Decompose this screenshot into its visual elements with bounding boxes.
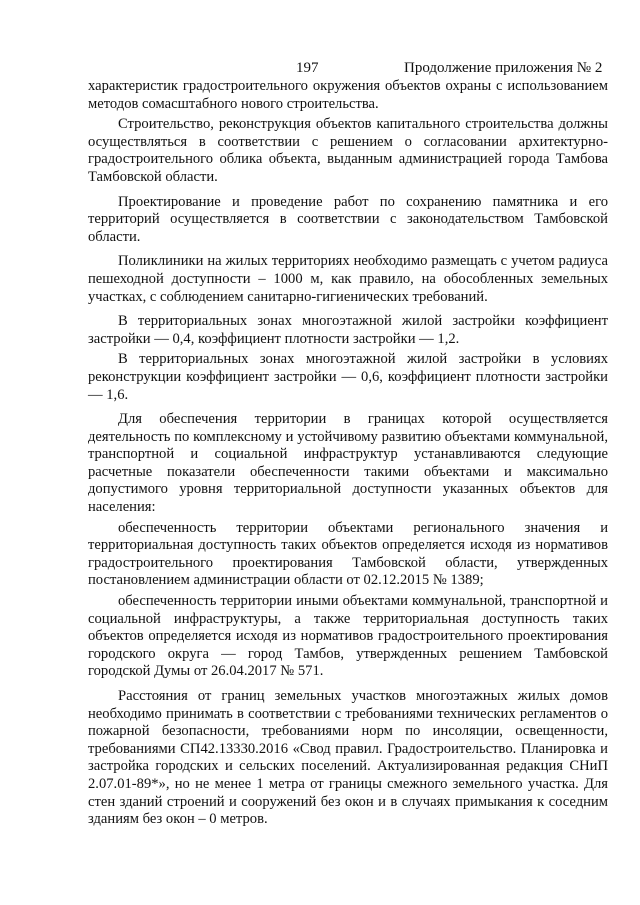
paragraph: Строительство, реконструкция объектов капитального строительства должны осуществляться в соответствии с решением о согласовании архитектурно-градостроительного облика объекта, выданным администрацией города Тамбова Тамбовской области. — [88, 116, 608, 185]
document-body — [88, 78, 608, 836]
appendix-continuation-label: Продолжение приложения № 2 — [404, 60, 603, 76]
paragraph: Для обеспечения территории в границах которой осуществляется деятельность по комплексному и устойчивому развитию объектами коммунальной, транспортной и социальной инфраструктур устанавливаются следующие расчетные показатели обеспеченности такими объектами и максимально допустимого уровня территориальной доступности указанных объектов для населения: — [88, 411, 608, 516]
paragraph: В территориальных зонах многоэтажной жилой застройки коэффициент застройки — 0,4, коэффициент плотности застройки — 1,2. — [88, 313, 608, 347]
page-number: 197 — [296, 60, 319, 76]
paragraph: характеристик градостроительного окружения объектов охраны с использованием методов сомасштабного нового строительства. — [88, 78, 608, 112]
paragraph: Проектирование и проведение работ по сохранению памятника и его территорий осуществляется в соответствии с законодательством Тамбовской области. — [88, 193, 608, 245]
page-header — [0, 60, 640, 80]
paragraph: В территориальных зонах многоэтажной жилой застройки в условиях реконструкции коэффициент застройки — 0,6, коэффициент плотности застройки — 1,6. — [88, 351, 608, 403]
paragraph: Поликлиники на жилых территориях необходимо размещать с учетом радиуса пешеходной доступности – 1000 м, как правило, на обособленных земельных участках, с соблюдением санитарно-гигиенических требований. — [88, 253, 608, 305]
list-item: обеспеченность территории иными объектами коммунальной, транспортной и социальной инфраструктуры, а также территориальная доступность таких объектов определяется исходя из нормативов градостроительного проектирования городского округа — город Тамбов, утвержденных решением Тамбовской городской Думы от 26.04.2017 № 571. — [88, 593, 608, 680]
list-item: обеспеченность территории объектами регионального значения и территориальная доступность таких объектов определяется исходя из нормативов градостроительного проектирования Тамбовской области, утвержденных постановлением администрации области от 02.12.2015 № 1389; — [88, 519, 608, 589]
paragraph: Расстояния от границ земельных участков многоэтажных жилых домов необходимо принимать в соответствии с требованиями технических регламентов о пожарной безопасности, требованиями норм по инсоляции, освещенности, требованиями СП42.13330.2016 «Свод правил. Градостроительство. Планировка и застройка городских и сельских поселений. Актуализированная редакция СНиП 2.07.01-89*», но не менее 1 метра от границы смежного земельного участка. Для стен зданий строений и сооружений без окон и в случаях примыкания к соседним зданиям без окон – 0 метров. — [88, 688, 608, 828]
